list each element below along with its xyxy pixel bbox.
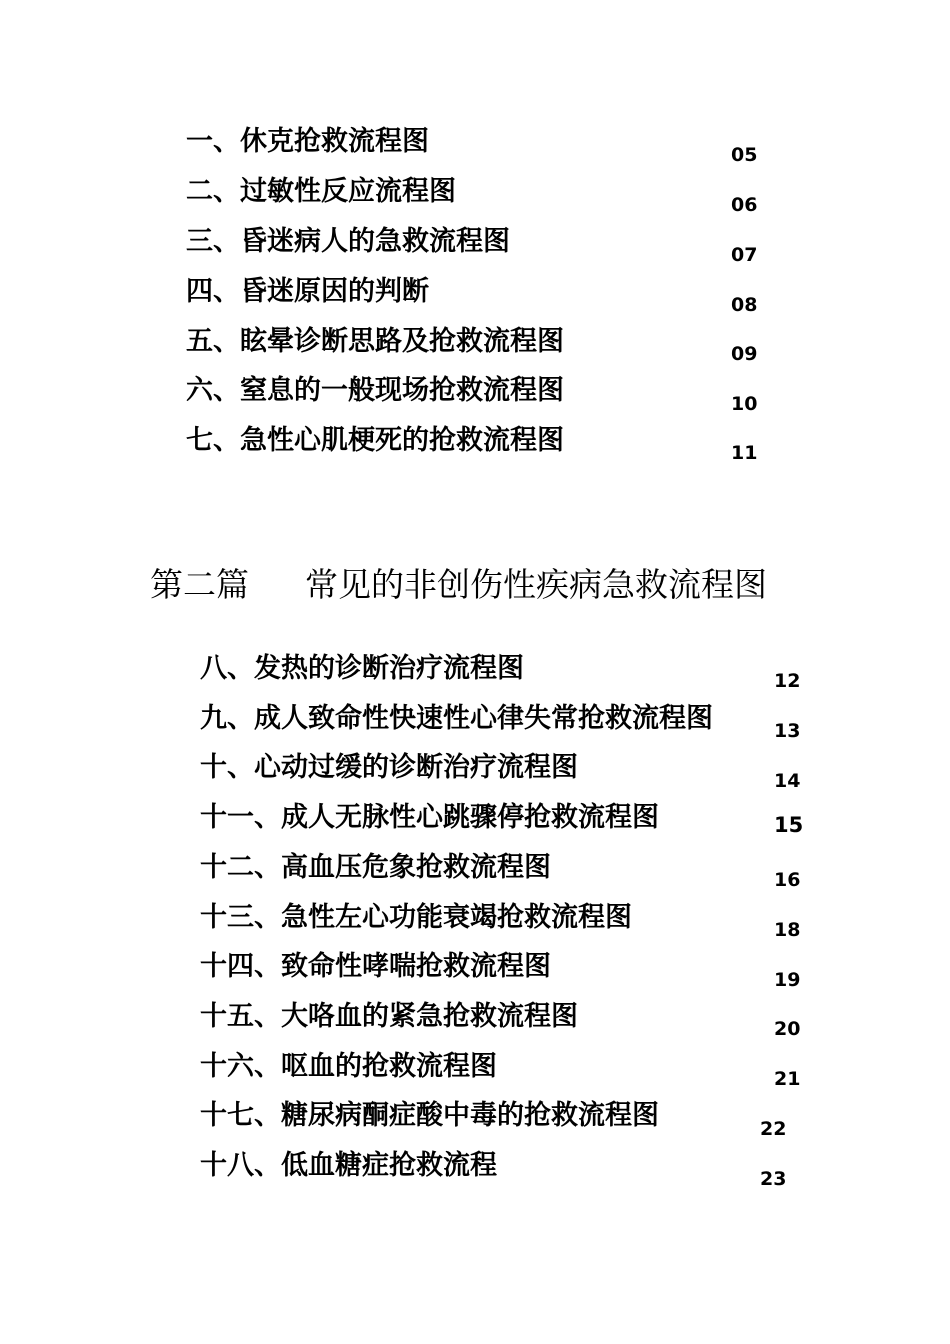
toc-entry-title: 一、休克抢救流程图 bbox=[186, 126, 429, 157]
toc-entry-page: 06 bbox=[731, 194, 758, 216]
toc-entry-title: 十二、高血压危象抢救流程图 bbox=[200, 852, 551, 883]
toc-entry-title: 十三、急性左心功能衰竭抢救流程图 bbox=[200, 902, 632, 933]
toc-entry-page: 23 bbox=[760, 1168, 787, 1190]
toc-entry-page: 14 bbox=[774, 770, 801, 792]
toc-entry-page: 05 bbox=[731, 144, 758, 166]
toc-entry-page: 19 bbox=[774, 969, 801, 991]
toc-entry-title: 十七、糖尿病酮症酸中毒的抢救流程图 bbox=[200, 1100, 659, 1131]
toc-entry-title: 十四、致命性哮喘抢救流程图 bbox=[200, 951, 551, 982]
toc-entry-title: 三、昏迷病人的急救流程图 bbox=[186, 226, 510, 257]
toc-entry-page: 08 bbox=[731, 294, 758, 316]
toc-entry-title: 十六、呕血的抢救流程图 bbox=[200, 1051, 497, 1082]
toc-entry-page: 20 bbox=[774, 1018, 801, 1040]
toc-entry-page: 21 bbox=[774, 1068, 801, 1090]
toc-entry-page: 09 bbox=[731, 343, 758, 365]
toc-entry-page: 07 bbox=[731, 244, 758, 266]
toc-entry-title: 四、昏迷原因的判断 bbox=[186, 276, 429, 307]
toc-entry-title: 二、过敏性反应流程图 bbox=[186, 176, 456, 207]
toc-entry-title: 十一、成人无脉性心跳骤停抢救流程图 bbox=[200, 802, 659, 833]
toc-entry-page: 13 bbox=[774, 720, 801, 742]
toc-entry-title: 九、成人致命性快速性心律失常抢救流程图 bbox=[200, 703, 713, 734]
toc-entry-title: 十八、低血糖症抢救流程 bbox=[200, 1150, 497, 1181]
part-label: 第二篇 bbox=[150, 565, 249, 604]
toc-entry-title: 五、眩晕诊断思路及抢救流程图 bbox=[186, 326, 564, 357]
toc-entry-page: 18 bbox=[774, 919, 801, 941]
toc-entry-page: 16 bbox=[774, 869, 801, 891]
part-heading bbox=[150, 563, 767, 607]
toc-entry-page: 12 bbox=[774, 670, 801, 692]
toc-entry-page: 11 bbox=[731, 442, 758, 464]
toc-entry-title: 八、发热的诊断治疗流程图 bbox=[200, 653, 524, 684]
toc-entry-page: 22 bbox=[760, 1118, 787, 1140]
part-title: 常见的非创伤性疾病急救流程图 bbox=[305, 565, 767, 604]
toc-entry-title: 十五、大咯血的紧急抢救流程图 bbox=[200, 1001, 578, 1032]
toc-entry-title: 六、窒息的一般现场抢救流程图 bbox=[186, 375, 564, 406]
toc-entry-page: 15 bbox=[774, 813, 804, 837]
toc-entry-title: 十、心动过缓的诊断治疗流程图 bbox=[200, 752, 578, 783]
toc-entry-page: 10 bbox=[731, 393, 758, 415]
toc-entry-title: 七、急性心肌梗死的抢救流程图 bbox=[186, 425, 564, 456]
